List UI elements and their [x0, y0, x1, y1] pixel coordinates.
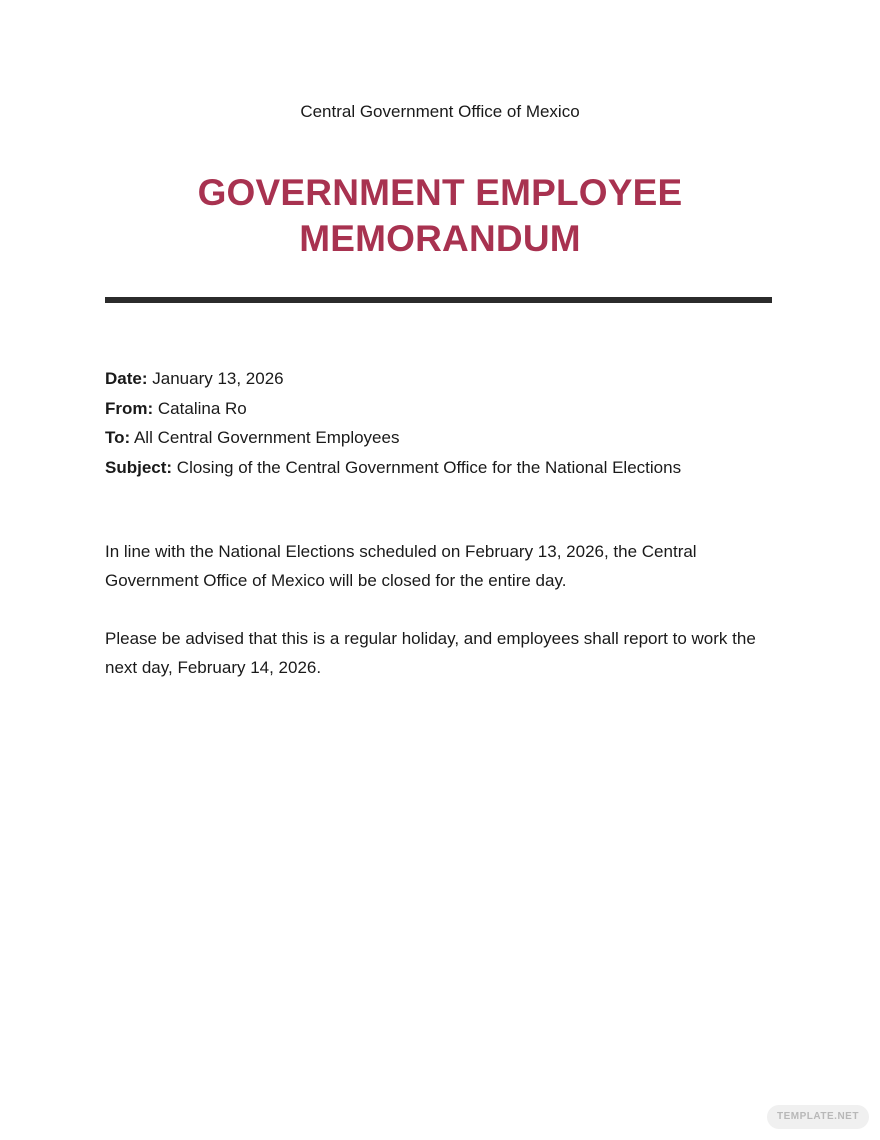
- date-label: Date:: [105, 369, 148, 388]
- memo-title: GOVERNMENT EMPLOYEE MEMORANDUM: [197, 172, 683, 259]
- body-paragraph-1: In line with the National Elections scheduled on February 13, 2026, the Central Government Office of Mexico will be closed for the entire day.: [105, 542, 697, 590]
- subject-label: Subject:: [105, 457, 173, 477]
- date-row: [105, 364, 785, 394]
- from-label: From:: [105, 398, 154, 418]
- organization-name: Central Government Office of Mexico: [300, 102, 580, 121]
- date-value: January 13, 2026: [152, 369, 284, 388]
- memo-body: [105, 537, 765, 711]
- body-paragraph-2: Please be advised that this is a regular holiday, and employees shall report to work the next day, February 14, 2026.: [105, 629, 756, 677]
- title-divider: [105, 297, 772, 303]
- from-row: [105, 394, 785, 424]
- to-value: All Central Government Employees: [133, 428, 400, 447]
- to-row: [105, 423, 785, 453]
- watermark-badge: TEMPLATE.NET: [767, 1105, 869, 1129]
- to-label: To:: [105, 428, 131, 447]
- from-value: Catalina Ro: [157, 398, 247, 418]
- memo-header-block: [105, 364, 785, 482]
- subject-row: [105, 453, 785, 483]
- subject-value: Closing of the Central Government Office for the National Elections: [176, 457, 682, 477]
